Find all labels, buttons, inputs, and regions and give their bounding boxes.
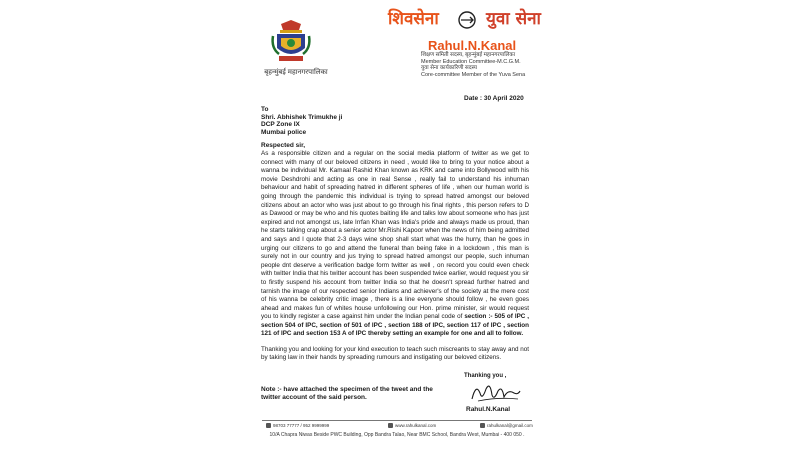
designation-line: शिक्षण समिती सदस्य, बृहन्मुंबई महानगरपालिका [421,52,516,58]
footer-email [480,423,533,428]
mail-icon [480,423,485,428]
municipal-emblem-icon [267,18,315,66]
signatory-name: Rahul.N.Kanal [466,406,511,413]
footer-address: 10/A Chapra Niwas Beside PWC Building, Opp Bandra Talao, Near BMC School, Bandra West, Mumbai - 400 050 . [269,432,525,438]
attachment-note: Note :- have attached the specimen of the tweet and the twitter account of the said person. [261,386,433,402]
phone-icon [266,423,271,428]
letterhead-name: Rahul.N.Kanal [428,38,517,53]
emblem-caption: बृहन्मुंबई महानगरपालिका [264,69,328,76]
designation-line: Core-committee Member of the Yuva Sena [421,71,526,78]
designation-line: Member Education Committee-M.C.G.M. [421,58,521,65]
letter-date: Date : 30 April 2020 [464,95,524,102]
body-paragraph: As a responsible citizen and a regular on the social media platform of twitter as we get to connect with many of our beloved citizens in need , would like to bring to your notice about a wanna be individual Mr. Kamaal Rashid Khan known as KRK and came into Bollywood with his movie Deshdrohi and acting as one in real Sense , really fail to understand his inhuman behaviour and habit of spreading hatred in different spheres of life , when our human world is going through the pandemic this individual is trying to spread hatred amongst our beloved citizens about an actor who was just about to go through his final rights , this person refers to D as Dawood or may be who and his quotes baiting life and talks low about someone who has just expired and not amongst us, late Irrfan Khan was India's pride and always made us proud, than he starts talking crap about a senior actor Mr.Rishi Kapoor when the news of him being admitted and says and I quote that 2-3 days wine shop shall start what was the hurry, than he goes in urging our citizens to go and attend the funeral than being fake in a lockdown , this man is surely not in our country and jus trying to spread hatred amongst our people, such inhuman people dnt deserve a verification badge form twitter as well , on record you could even check with twitter India that his twitter account has been suspended twice earlier, would request you sir to firstly suspend his account from twitter India so that he doesn't spread further hatred and tarnish the image of our respected senior Indians and achiever's of the society at the mere cost of his wanna be celebrity critic image , there is a line everyone should follow , he even goes ahead and makes fun of whites house unfollowing our Hon. prime minister, sir would request you to kindly register a case against him under the Indian penal code of [261,150,529,321]
address-line: Mumbai police [261,128,307,136]
recipient-address [261,106,342,136]
address-line: Shri. Abhishek Trimukhe ji [261,113,343,121]
globe-icon [388,423,393,428]
address-line: DCP Zone IX [261,121,300,128]
ipc-sections: section :- 505 of IPC , section 504 of IPC, section of 501 of IPC , section 188 of IPC, section 117 of IPC , section 121 of IPC and section 153 A of IPC thereby setting an example for one and all to follow. [261,313,530,338]
letter-body [261,150,529,339]
signature-icon [468,379,522,405]
website-text: www.rahulkanal.com [395,423,437,428]
party-name-shivsena: शिवसेना [388,9,439,29]
email-text: rahulkanal@gmail.com [487,423,533,428]
thanking-line: Thanking you , [464,373,507,379]
phone-text: 98703 77777 / 952 9999999 [273,423,330,428]
address-line: To [261,106,269,113]
designation [421,52,551,78]
salutation: Respected sir, [261,142,306,149]
footer-website [388,423,436,428]
footer-divider [262,420,532,421]
footer-phone [266,423,329,428]
designation-line: युवा सेना कार्यकारिणी सदस्य [421,65,477,71]
party-name-yuvasena: युवा सेना [486,9,541,29]
closing-paragraph: Thanking you and looking for your kind execution to teach such miscreants to stay away and not by taking law in their hands by spreading rumours and instigating our beloved citizens. [261,346,529,361]
bow-arrow-icon [456,11,478,29]
party-logo [388,8,548,36]
